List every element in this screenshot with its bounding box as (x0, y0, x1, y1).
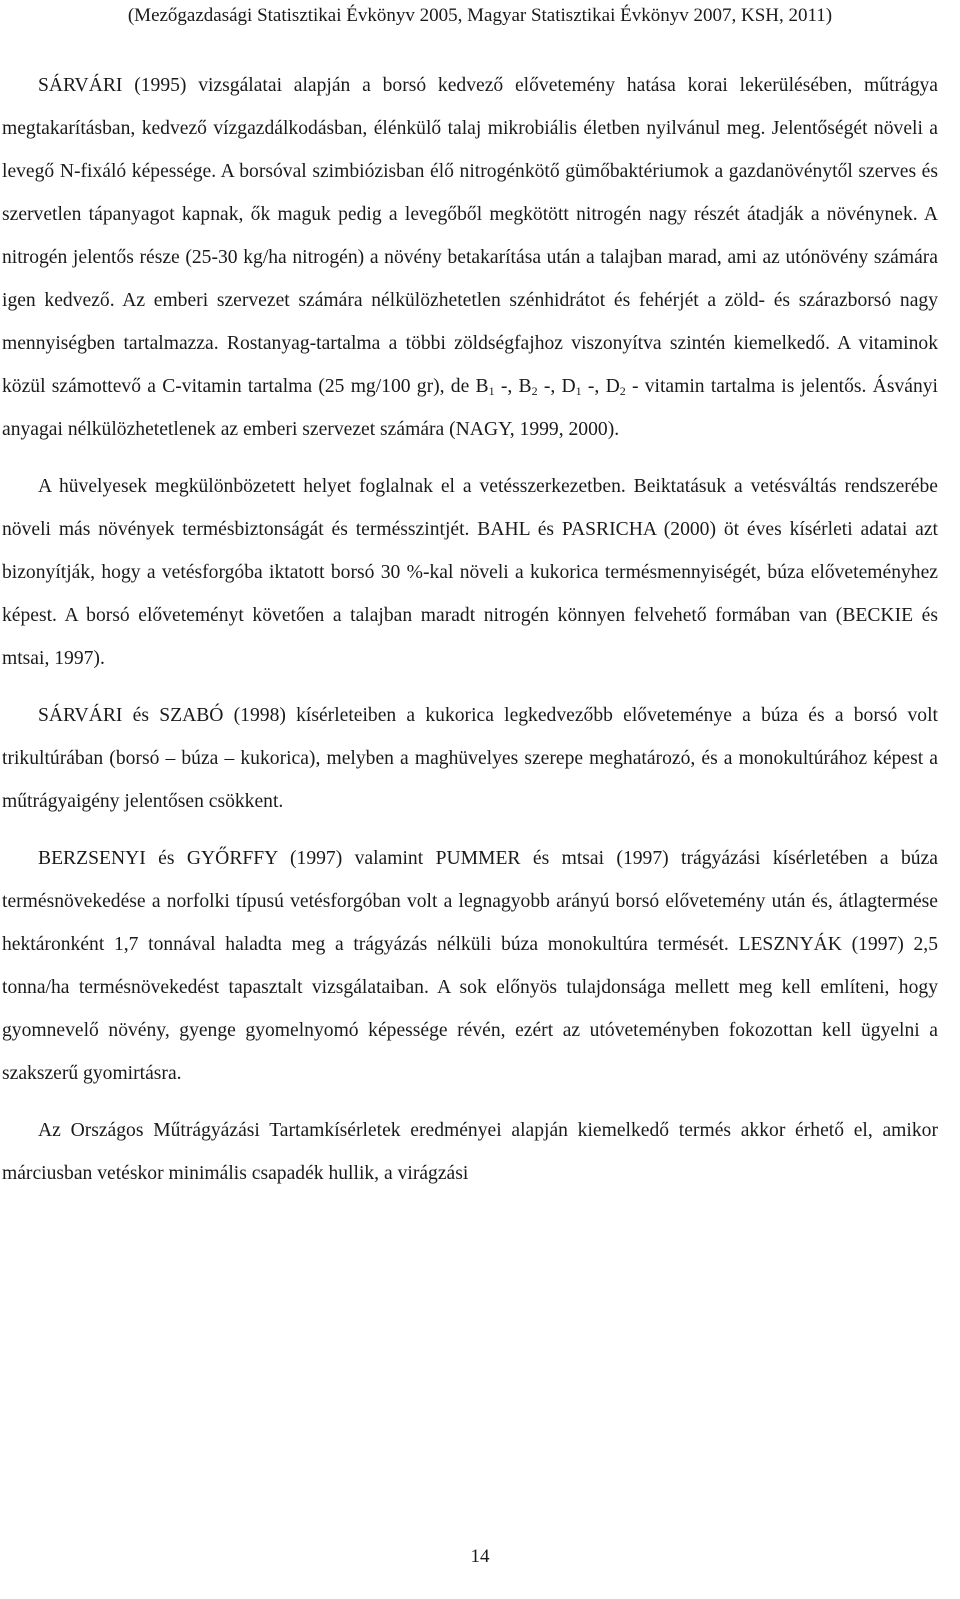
page-number: 14 (470, 1546, 490, 1567)
body-text (2, 64, 938, 1195)
text-run: BERZSENYI és GYŐRFFY (1997) valamint PUMMER és mtsai (1997) trágyázási kísérletében a búza termésnövekedése a norfolki típusú vetésforgóban volt a legnagyobb arányú borsó elővetemény után és, átlagtermése hektáronként 1,7 tonnával haladta meg a trágyázás nélküli búza monokultúra termését. LESZNYÁK (1997) 2,5 tonna/ha termésnövekedést tapasztalt vizsgálataiban. A sok előnyös tulajdonsága mellett meg kell említeni, hogy gyomnevelő növény, gyenge gyomelnyomó képessége révén, ezért az utóveteményben fokozottan kell ügyelni a szakszerű gyomirtásra. (2, 848, 938, 1084)
text-run: Az Országos Műtrágyázási Tartamkísérletek eredményei alapján kiemelkedő termés akkor érhető el, amikor márciusban vetéskor minimális csapadék hullik, a virágzási (2, 1120, 938, 1184)
paragraph (2, 1109, 938, 1195)
paragraph (2, 465, 938, 680)
text-run: -, D (581, 376, 620, 397)
text-run: SÁRVÁRI (1995) vizsgálatai alapján a borsó kedvező elővetemény hatása korai lekerülésében, műtrágya megtakarításban, kedvező vízgazdálkodásban, élénkülő talaj mikrobiális életben nyilvánul meg. Jelentőségét növeli a levegő N-fixáló képessége. A borsóval szimbiózisban élő nitrogénkötő gümőbaktériumok a gazdanövénytől szerves és szervetlen tápanyagot kapnak, ők maguk pedig a levegőből megkötött nitrogén nagy részét átadják a növénynek. A nitrogén jelentős része (25-30 kg/ha nitrogén) a növény betakarítása után a talajban marad, ami az utónövény számára igen kedvező. Az emberi szervezet számára nélkülözhetetlen szénhidrátot és fehérjét a zöld- és szárazborsó nagy mennyiségben tartalmazza. Rostanyag-tartalma a többi zöldségfajhoz viszonyítva szintén kiemelkedő. A vitaminok közül számottevő a C-vitamin tartalma (25 mg/100 gr), de B (2, 75, 938, 397)
text-run: -, B (494, 376, 532, 397)
subscript: 1 (575, 384, 582, 398)
subscript: 2 (619, 384, 626, 398)
subscript: 2 (531, 384, 538, 398)
source-citation-line: (Mezőgazdasági Statisztikai Évkönyv 2005, Magyar Statisztikai Évkönyv 2007, KSH, 2011) (127, 5, 833, 26)
paragraph (2, 837, 938, 1095)
text-run: - vitamin tartalma is jelentős. Ásványi anyagai nélkülözhetetlenek az emberi szervezet számára (NAGY, 1999, 2000). (2, 376, 938, 440)
text-run: SÁRVÁRI és SZABÓ (1998) kísérleteiben a kukorica legkedvezőbb előveteménye a búza és a borsó volt trikultúrában (borsó – búza – kukorica), melyben a maghüvelyes szerepe meghatározó, és a monokultúrához képest a műtrágyaigény jelentősen csökkent. (2, 705, 938, 812)
subscript: 1 (488, 384, 495, 398)
text-run: A hüvelyesek megkülönbözetett helyet foglalnak el a vetésszerkezetben. Beiktatásuk a vetésváltás rendszerébe növeli más növények termésbiztonságát és termésszintjét. BAHL és PASRICHA (2000) öt éves kísérleti adatai azt bizonyítják, hogy a vetésforgóba iktatott borsó 30 %-kal növeli a kukorica termésmennyiségét, búza előveteményhez képest. A borsó előveteményt követően a talajban maradt nitrogén könnyen felvehető formában van (BECKIE és mtsai, 1997). (2, 476, 938, 669)
text-run: -, D (537, 376, 576, 397)
paragraph (2, 64, 938, 451)
paragraph (2, 694, 938, 823)
